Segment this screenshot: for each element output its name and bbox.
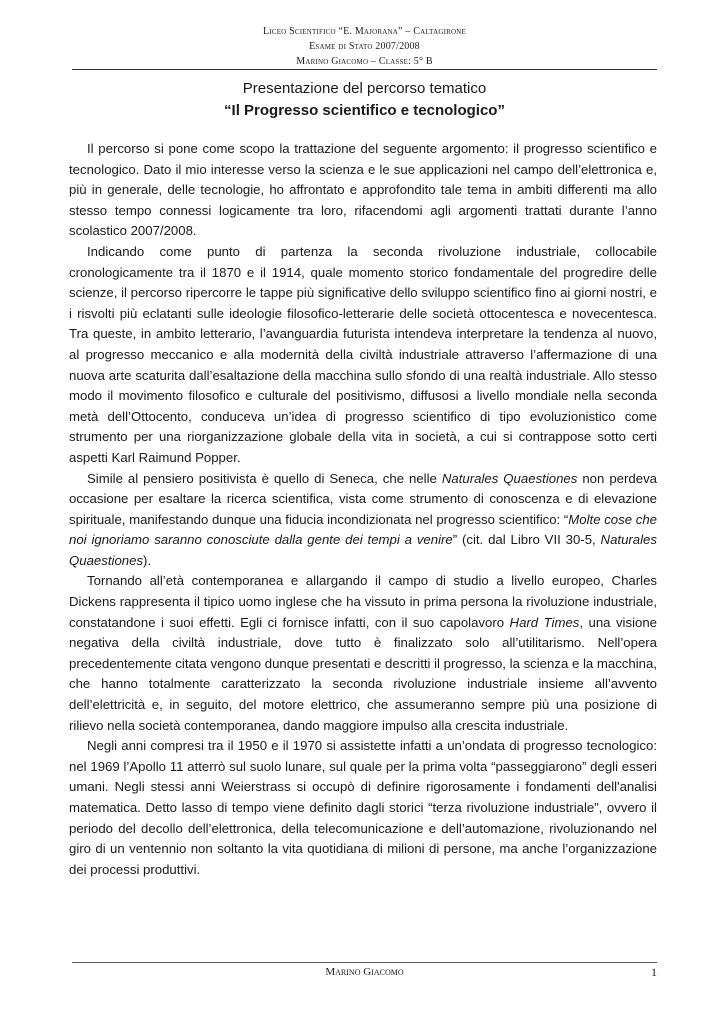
- paragraph-4: [69, 571, 657, 736]
- page-number: 1: [651, 965, 657, 979]
- body-text: [69, 139, 657, 880]
- title-block: [72, 78, 657, 122]
- paragraph-2: Indicando come punto di partenza la seconda rivoluzione industriale, collocabile cronologicamente tra il 1870 e il 1914, quale momento storico fondamentale del progredire delle scienze, il percorso ripercorre le tappe più significative dello sviluppo scientifico fino ai giorni nostri, e i risvolti più eclatanti sulle ideologie filosofico-letterarie delle società ottocentesca e novecentesca. Tra queste, in ambito letterario, l’avanguardia futurista intendeva interpretare la tendenza al nuovo, al progresso meccanico e alla modernità della civiltà industriale attraverso l’affermazione di una nuova arte scaturita dall’esaltazione della macchina sullo sfondo di una realtà industriale. Allo stesso modo il movimento filosofico e culturale del positivismo, diffusosi a livello mondiale nella seconda metà dell’Ottocento, conduceva un’idea di progresso scientifico di tipo evoluzionistico come strumento per una riorganizzazione globale della vita in società, a cui si contrappose sotto certi aspetti Karl Raimund Popper.: [69, 243, 657, 465]
- footer-author: Marino Giacomo: [325, 966, 404, 978]
- paragraph-4-text-a: Tornando all’età contemporanea e allargando il campo di studio a livello europeo, Charles Dickens rappresenta il tipico uomo inglese che ha vissuto in prima persona la rivoluzione industriale, constatandone i suoi effetti. Egli ci fornisce infatti, con il suo capolavoro: [69, 573, 657, 630]
- paragraph-3-text-c: ” (cit. dal Libro VII 30-5,: [452, 532, 601, 548]
- paragraph-3-title-a: Naturales Quaestiones: [441, 470, 578, 486]
- paragraph-3-quote: Molte cose che noi ignoriamo saranno conosciute dalla gente dei tempi a venire: [69, 511, 658, 548]
- paragraph-3-text-a: Simile al pensiero positivista è quello di Seneca, che nelle: [87, 470, 442, 486]
- paragraph-4-text-b: , una visione negativa della civiltà industriale, dove tutto è finalizzato solo all’utilitarismo. Nell’opera precedentemente citata vengono dunque presentati e descritti il progresso, la scienza e la macchina, che hanno totalmente caratterizzato la seconda rivoluzione industriale insieme all’avvento dell’elettricità e, in seguito, del motore elettrico, che assumeranno sempre più una posizione di rilievo nella società contemporanea, dando maggiore impulso alla crescita industriale.: [69, 614, 657, 733]
- footer-divider: [72, 962, 657, 963]
- paragraph-3-text-d: ).: [143, 552, 152, 568]
- paragraph-3: [69, 469, 657, 572]
- header-divider: [72, 69, 657, 70]
- page-header: [72, 24, 657, 69]
- header-student-class: Marino Giacomo – Classe: 5° B: [296, 56, 433, 67]
- paragraph-5: Negli anni compresi tra il 1950 e il 1970 si assistette infatti a un’ondata di progresso tecnologico: nel 1969 l’Apollo 11 atterrò sul suolo lunare, sul quale per la prima volta “passeggiarono” degli esseri umani. Negli stessi anni Weierstrass si occupò di definire rigorosamente i fondamenti dell'analisi matematica. Detto lasso di tempo viene definito dagli storici “terza rivoluzione industriale”, ovvero il periodo del decollo dell’elettronica, della telecomunicazione e dell’automazione, rivoluzionando nel giro di un ventennio non soltanto la vita quotidiana di milioni di persone, ma anche l’organizzazione dei processi produttivi.: [69, 738, 657, 877]
- title-main: “Il Progresso scientifico e tecnologico”: [224, 102, 505, 119]
- paragraph-3-title-b: Naturales Quaestiones: [69, 532, 657, 568]
- paragraph-4-title: Hard Times: [509, 614, 580, 630]
- title-subtitle: Presentazione del percorso tematico: [242, 80, 487, 97]
- paragraph-3-text-b: non perdeva occasione per esaltare la ricerca scientifica, vista come strumento di conoscenza e di elevazione spirituale, manifestando dunque una fiducia incondizionata nel progresso scientifico: “: [69, 470, 657, 527]
- paragraph-1: Il percorso si pone come scopo la trattazione del seguente argomento: il progresso scientifico e tecnologico. Dato il mio interesse verso la scienza e le sue applicazioni nel campo dell’elettronica e, più in generale, delle tecnologie, ho affrontato e approfondito tale tema in ambiti differenti ma allo stesso tempo connessi logicamente tra loro, rifacendomi agli argomenti trattati durante l’anno scolastico 2007/2008.: [69, 141, 657, 239]
- header-school: Liceo Scientifico “E. Majorana” – Caltagirone: [262, 26, 466, 37]
- header-exam: Esame di Stato 2007/2008: [309, 41, 420, 52]
